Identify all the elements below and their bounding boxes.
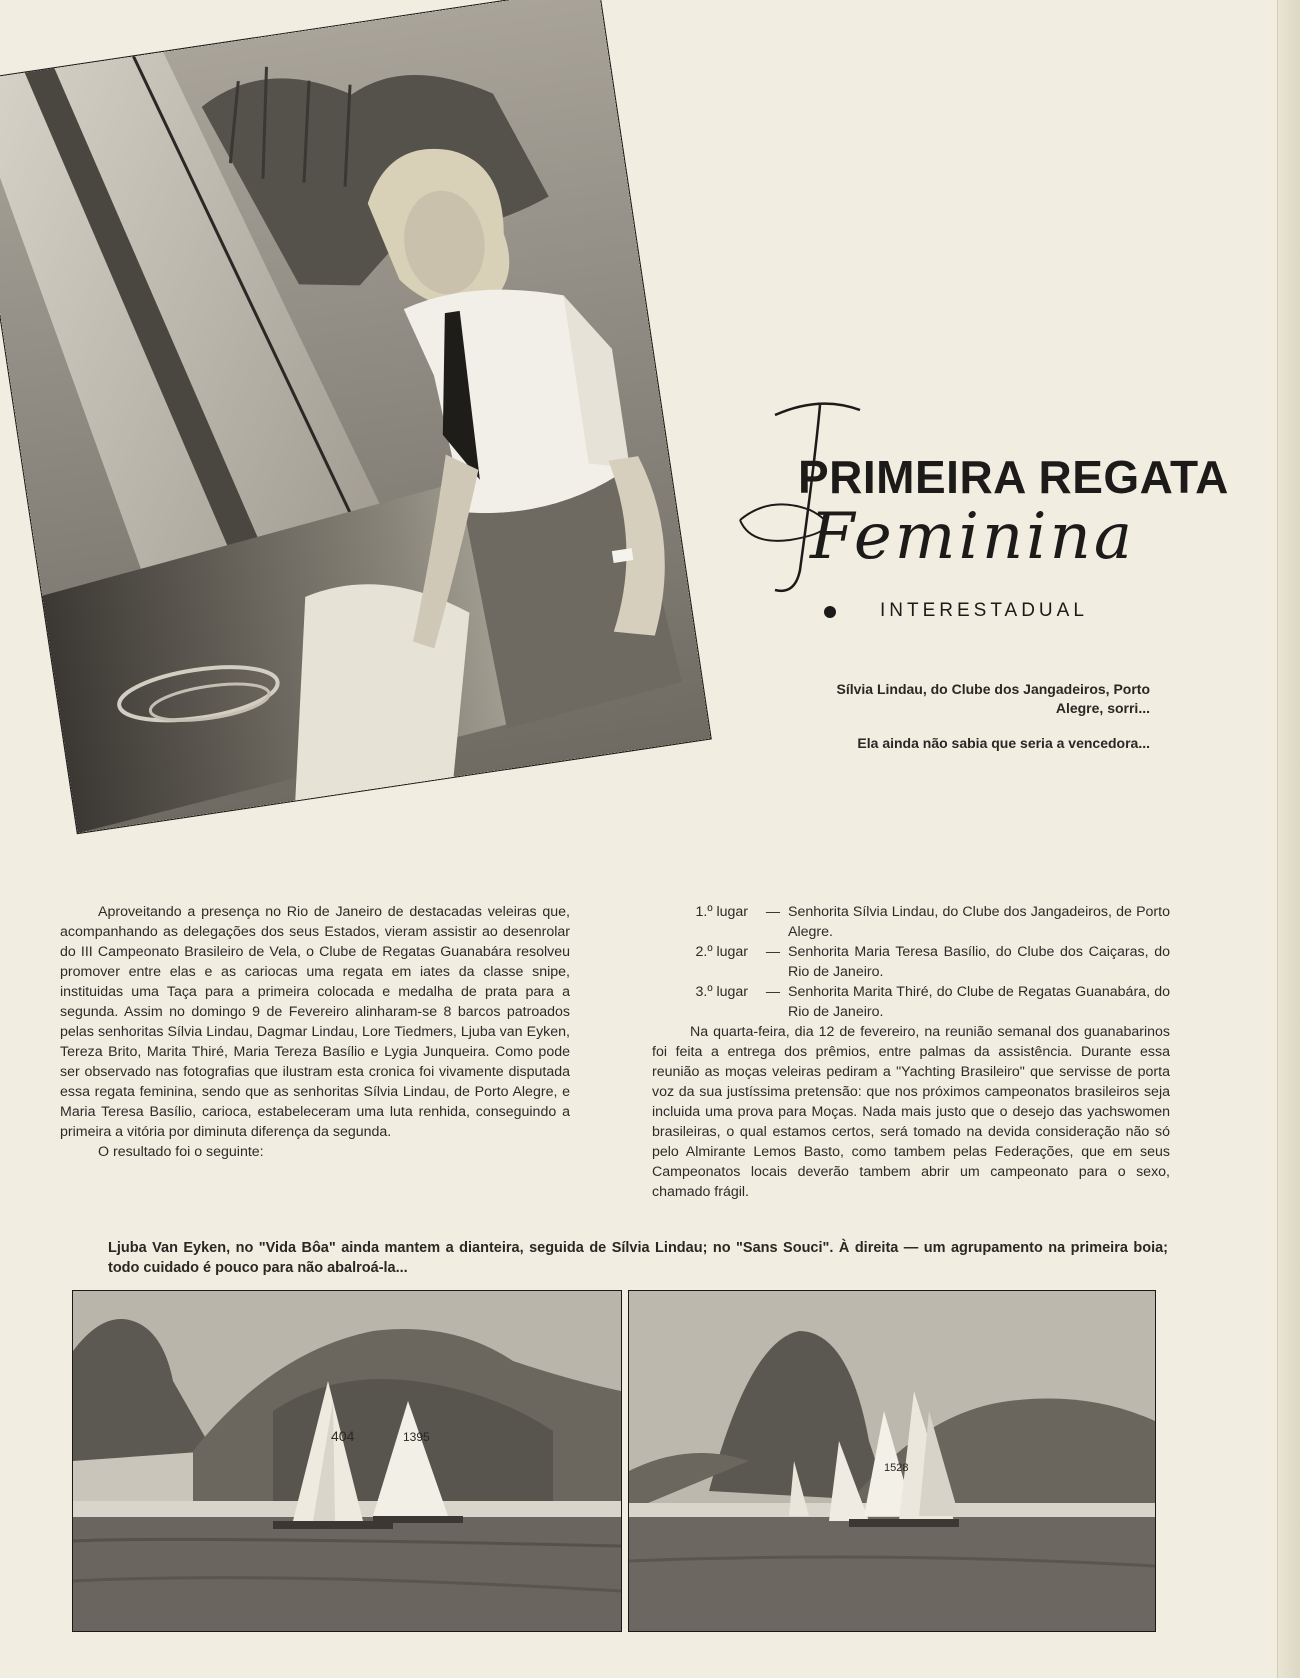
title-block: [730, 400, 1250, 630]
result-place: 2.º lugar: [695, 944, 748, 960]
result-dash: —: [765, 984, 781, 1000]
photo-regatta-left: [72, 1290, 622, 1632]
article-paragraph: Na quarta-feira, dia 12 de fevereiro, na reunião semanal dos guanabarinos foi feita a entrega dos prêmios, entre palmas da assistência. Durante essa reunião as moças veleiras pediram a "Yachting Brasileiro" que servisse de porta voz da sua justíssima pretensão: que nos próximos campeonatos brasileiros seja incluida uma prova para Moças. Nada mais justo que o desejo das yachswomen brasileiras, o qual estamos certos, será tomado na devida consideração não só pelo Almirante Lemos Basto, como tambem pelas Federações, que em seus Campeonatos locais deverão tambem abrir um campeonato para o sexo, chamado frágil.: [652, 1024, 1170, 1200]
result-dash: —: [765, 904, 781, 920]
sail-number-right: 1528: [884, 1462, 909, 1474]
article-paragraph: Aproveitando a presença no Rio de Janeiro de destacadas veleiras que, acompanhando as delegações dos seus Estados, vieram assistir ao desenrolar do III Campeonato Brasileiro de Vela, o Clube de Regatas Guanabára resolveu promover entre elas e as cariocas uma regata em iates da classe snipe, instituidas uma Taça para a primeira colocada e medalha de prata para a segunda. Assim no domingo 9 de Fevereiro alinharam-se 8 barcos patroados pelas senhoritas Sílvia Lindau, Dagmar Lindau, Lore Tiedmers, Ljuba van Eyken, Tereza Brito, Marita Thiré, Maria Tereza Basílio e Lygia Junqueira. Como pode ser observado nas fotografias que ilustram esta cronica foi vivamente disputada essa regata feminina, sendo que as senhoritas Sílvia Lindau, de Porto Alegre, e Maria Teresa Basílio, carioca, estabeleceram uma luta renhida, conseguindo a primeira a vitória por diminuta diferença da segunda.: [60, 904, 570, 1140]
result-row: [652, 942, 1170, 982]
bullet-dot-icon: [824, 606, 836, 618]
result-row: [652, 902, 1170, 942]
page-edge: [1277, 0, 1300, 1678]
result-text: Senhorita Marita Thiré, do Clube de Regatas Guanabára, do Rio de Janeiro.: [788, 984, 1170, 1020]
result-place: 3.º lugar: [695, 984, 748, 1000]
article-paragraph: O resultado foi o seguinte:: [98, 1144, 264, 1160]
title-main: PRIMEIRA REGATA: [798, 451, 1229, 503]
result-place: 1.º lugar: [695, 904, 748, 920]
sail-number-left-a: 404: [331, 1428, 355, 1444]
title-script: Feminina: [810, 500, 1135, 574]
photo-caption: [800, 680, 1150, 769]
photo-regatta-right: [628, 1290, 1156, 1632]
result-text: Senhorita Sílvia Lindau, do Clube dos Jangadeiros, de Porto Alegre.: [788, 904, 1170, 940]
top-photo-sailor-woman: [0, 0, 711, 833]
title-subtitle: INTERESTADUAL: [880, 600, 1088, 621]
photo-caption-line2: Ela ainda não sabia que seria a vencedora...: [857, 735, 1150, 751]
sail-number-left-b: 1395: [403, 1430, 430, 1444]
bottom-caption: Ljuba Van Eyken, no "Vida Bôa" ainda mantem a dianteira, seguida de Sílvia Lindau; no "Sans Souci". À direita — um agrupamento na primeira boia; todo cuidado é pouco para não abalroá-la...: [108, 1240, 1168, 1276]
photo-caption-line1: Sílvia Lindau, do Clube dos Jangadeiros, Porto Alegre, sorri...: [836, 681, 1150, 716]
result-text: Senhorita Maria Teresa Basílio, do Clube dos Caiçaras, do Rio de Janeiro.: [788, 944, 1170, 980]
result-row: [652, 982, 1170, 1022]
article-column-right: [652, 902, 1170, 1202]
article-column-left: [60, 902, 570, 1162]
result-dash: —: [765, 944, 781, 960]
